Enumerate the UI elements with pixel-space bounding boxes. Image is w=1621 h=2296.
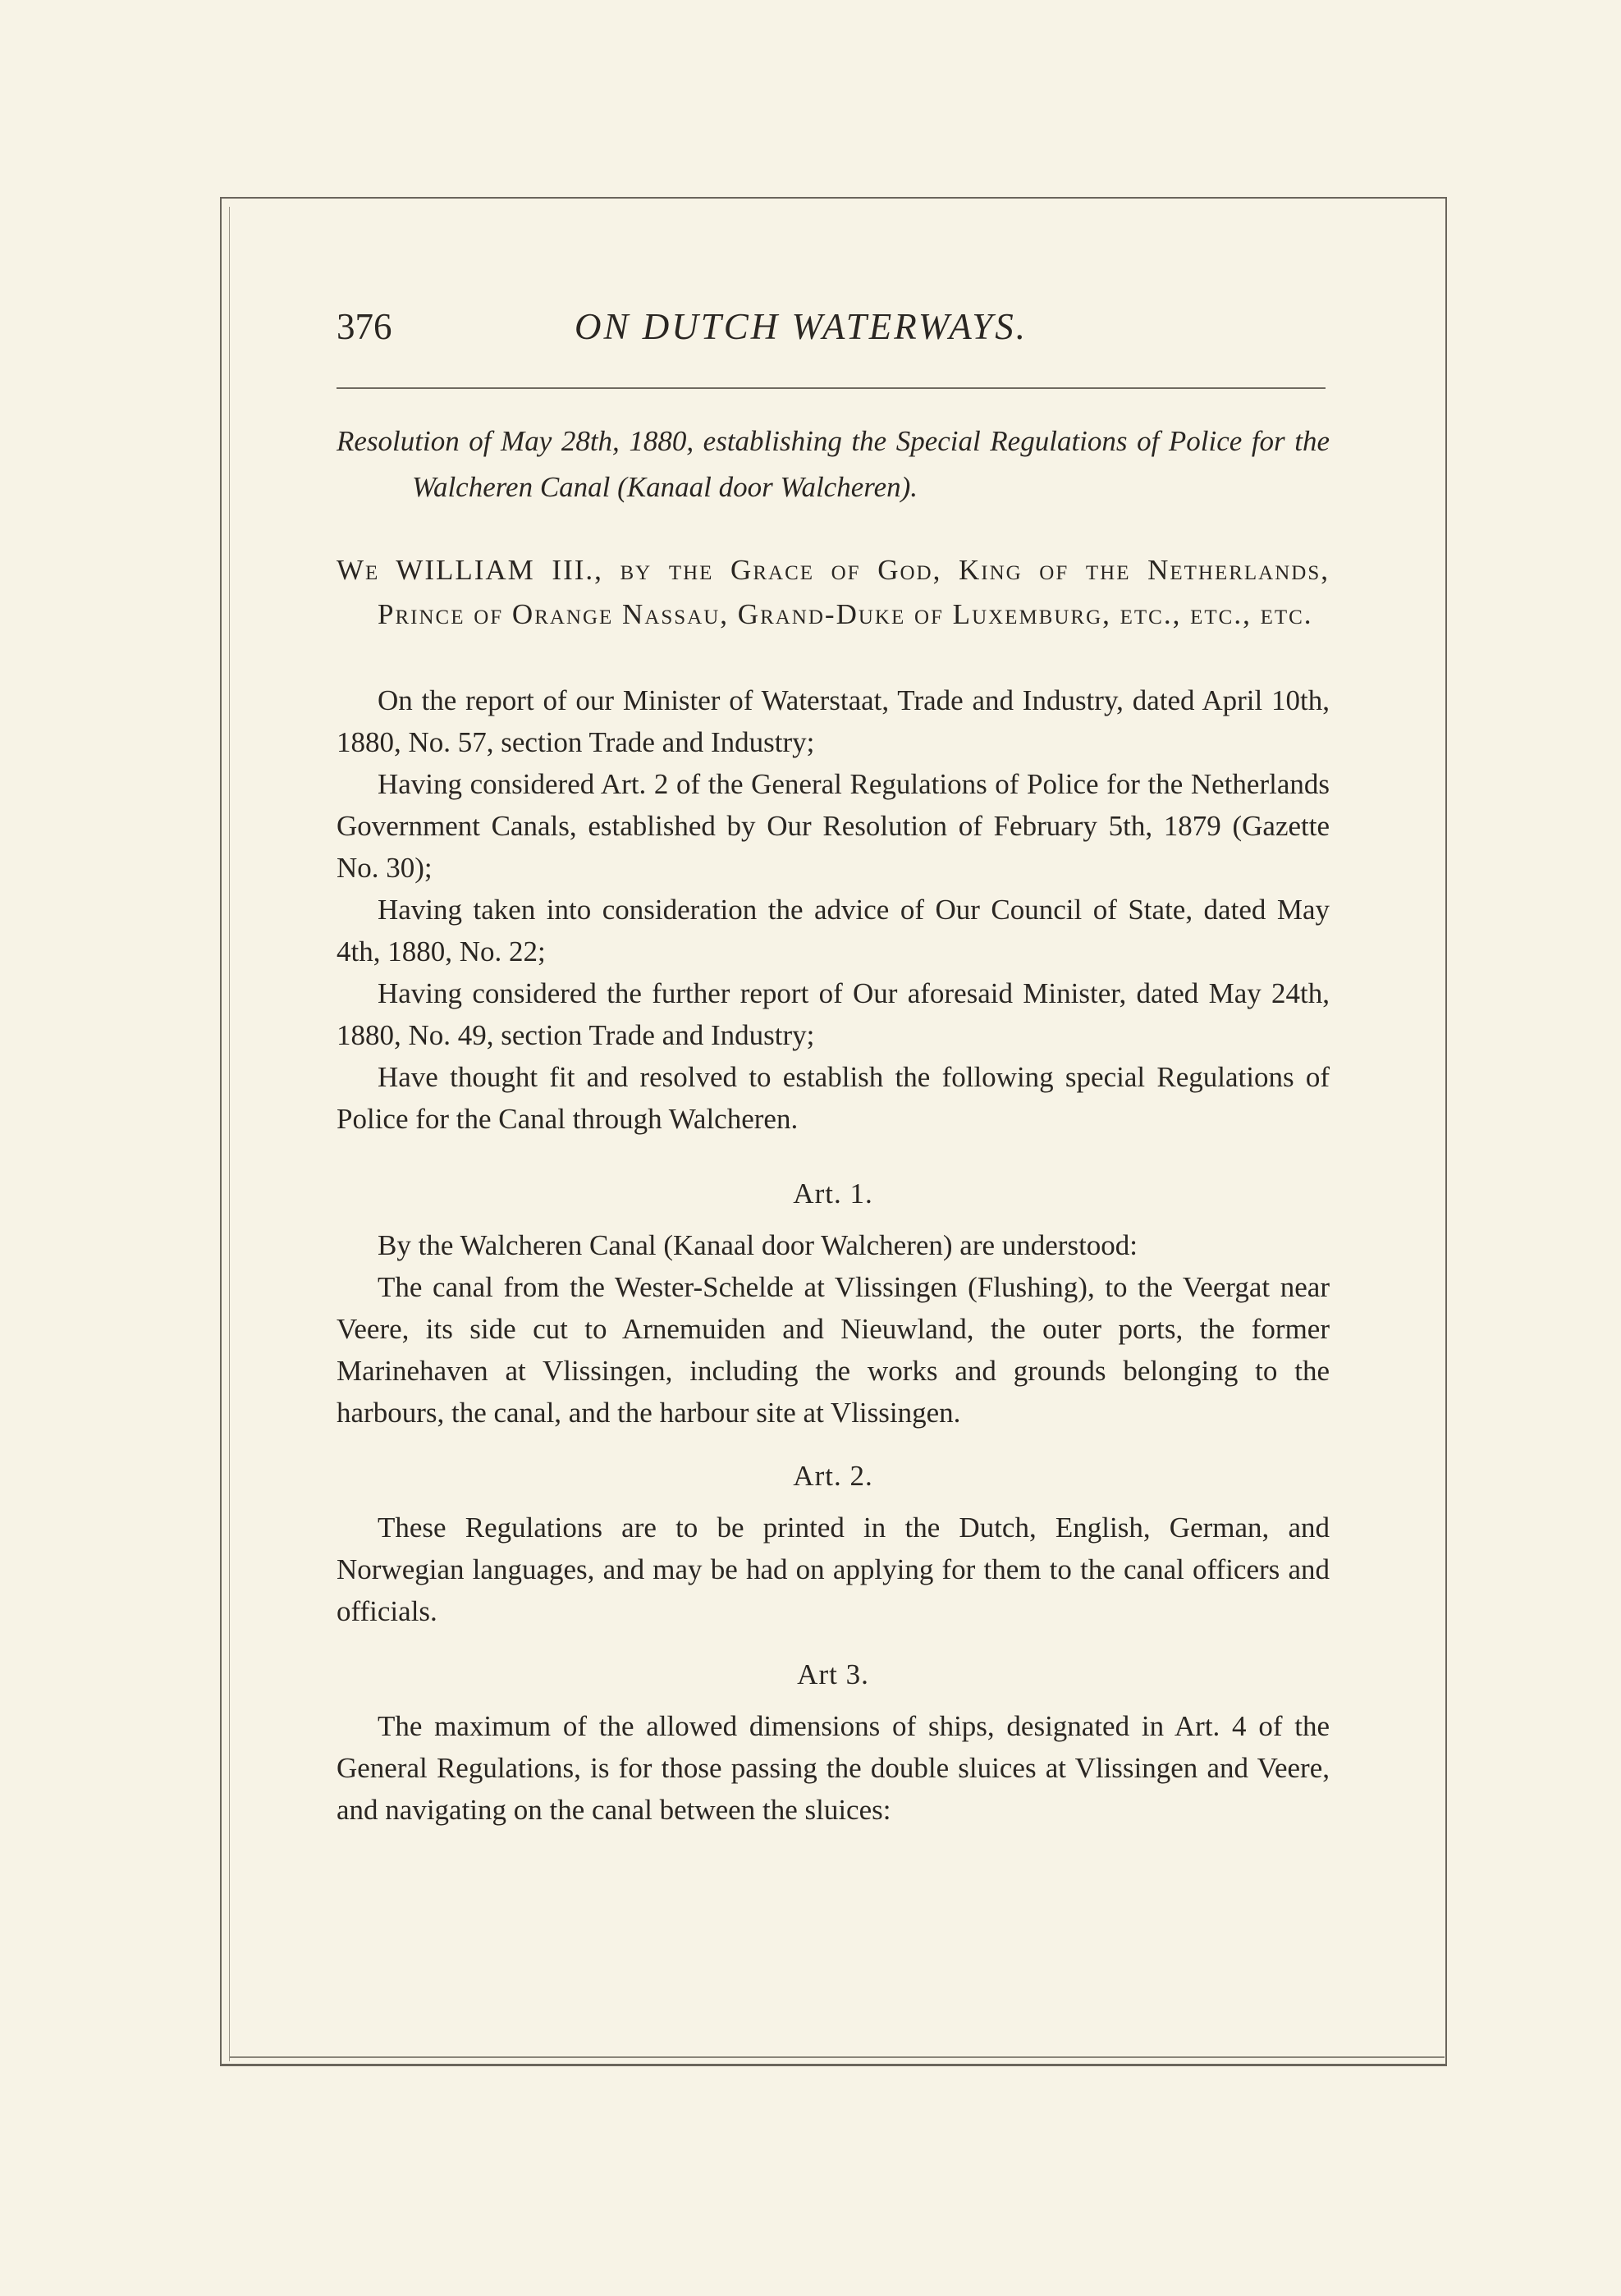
article-3 [337,1653,1330,1831]
article-2 [337,1455,1330,1632]
preamble: We WILLIAM III., by the Grace of God, King of the Netherlands, Prince of Orange Nassau, Grand-Duke of Luxemburg, etc., etc., etc. [337,554,1330,630]
recitals [337,679,1330,1140]
frame-inner-left-line [229,207,230,2061]
page-number: 376 [337,306,392,347]
article-paragraph: The maximum of the allowed dimensions of ships, designated in Art. 4 of the General Regulations, is for those passing the double sluices at Vlissingen and Veere, and navigating on the canal between the sluices: [337,1710,1330,1826]
article-paragraph: The canal from the Wester-Schelde at Vlissingen (Flushing), to the Veergat near Veere, its side cut to Arnemuiden and Nieuwland, the outer ports, the former Marinehaven at Vlissingen, including the works and grounds belonging to the harbours, the canal, and the harbour site at Vlissingen. [337,1271,1330,1429]
article-heading: Art 3. [797,1658,869,1690]
article-heading: Art. 1. [793,1178,873,1210]
resolution-title: Resolution of May 28th, 1880, establishing the Special Regulations of Police for the Walcheren Canal (Kanaal door Walcheren). [337,425,1330,503]
document-body [337,418,1330,1831]
recital-paragraph: Having taken into consideration the advice of Our Council of State, dated May 4th, 1880, No. 22; [337,894,1330,967]
running-title: ON DUTCH WATERWAYS. [575,306,1028,347]
article-paragraph: By the Walcheren Canal (Kanaal door Walcheren) are understood: [378,1229,1138,1261]
recital-paragraph: Having considered Art. 2 of the General Regulations of Police for the Netherlands Government Canals, established by Our Resolution of February 5th, 1879 (Gazette No. 30); [337,768,1330,884]
page-header [337,295,1330,361]
article-heading: Art. 2. [793,1460,873,1492]
page-content [337,295,1330,1826]
recital-paragraph: Have thought fit and resolved to establish the following special Regulations of Police for the Canal through Walcheren. [337,1061,1330,1135]
article-paragraph: These Regulations are to be printed in the Dutch, English, German, and Norwegian languages, and may be had on applying for them to the canal officers and officials. [337,1512,1330,1627]
frame-inner-bottom-line [230,2056,1445,2058]
recital-paragraph: Having considered the further report of Our aforesaid Minister, dated May 24th, 1880, No. 49, section Trade and Industry; [337,977,1330,1051]
recital-paragraph: On the report of our Minister of Waterstaat, Trade and Industry, dated April 10th, 1880, No. 57, section Trade and Industry; [337,684,1330,758]
article-1 [337,1173,1330,1434]
header-rule [337,387,1326,389]
